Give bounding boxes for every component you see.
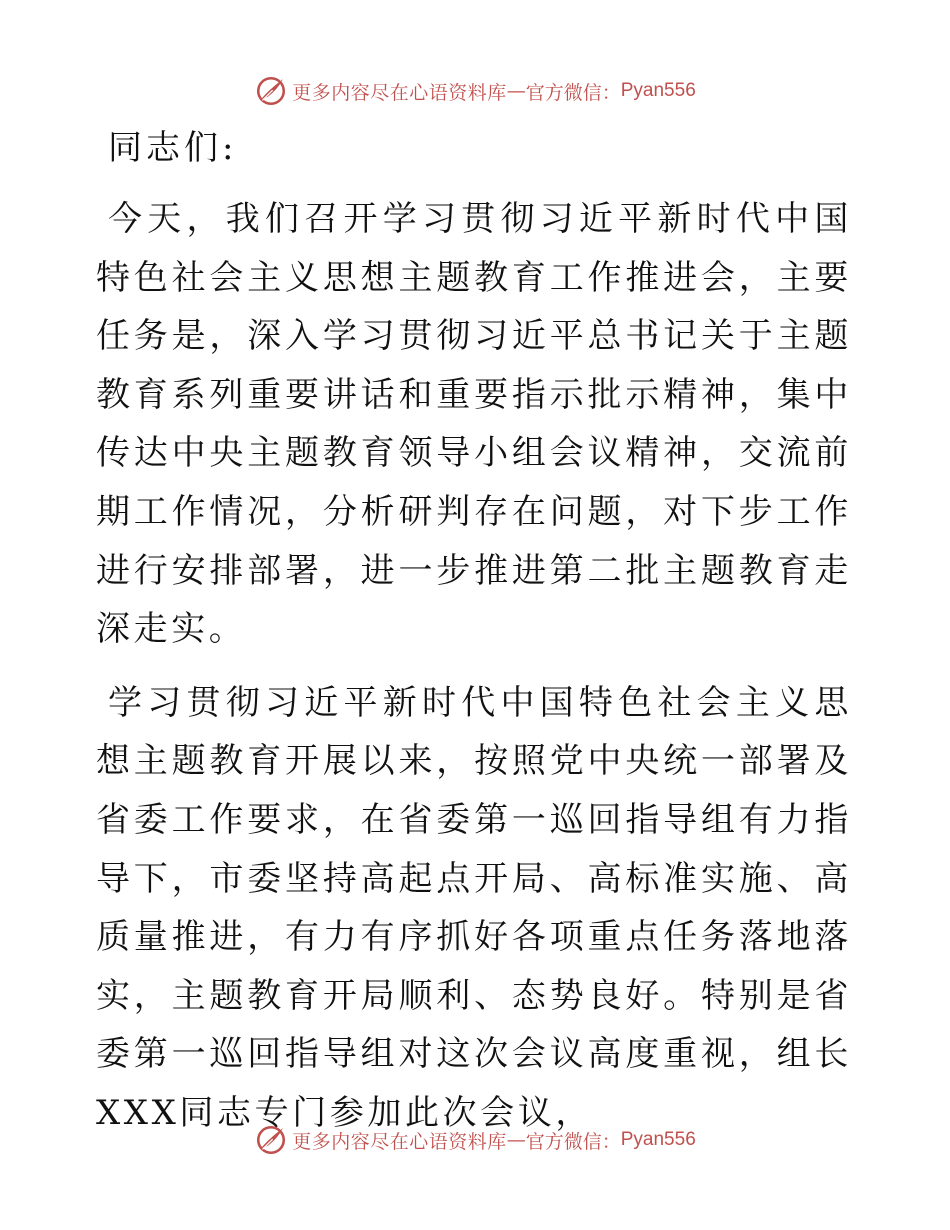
watermark-wechat-id: Pyan556 — [620, 80, 696, 101]
quill-pen-logo-icon — [254, 74, 288, 108]
watermark-separator: — — [506, 1129, 526, 1151]
watermark-wechat-label: 官方微信： — [525, 1130, 621, 1153]
footer-watermark — [0, 1120, 950, 1160]
paragraph-2: 学习贯彻习近平新时代中国特色社会主义思想主题教育开展以来，按照党中央统一部署及省委工作要求，在省委第一巡回指导组有力指导下，市委坚持高起点开局、高标准实施、高质量推进，有力有序抓好各项重点任务落地落实，主题教育开局顺利、态势良好。特别是省委第一巡回指导组对这次会议高度重视，组长XXX同志专门参加此次会议， — [96, 682, 852, 1133]
watermark-wechat-id: Pyan556 — [620, 1129, 696, 1150]
document-body — [96, 122, 852, 1158]
watermark-text: 更多内容尽在心语资料库 — [292, 1130, 507, 1153]
quill-pen-logo-icon — [254, 1123, 288, 1157]
header-watermark — [0, 71, 950, 111]
watermark-separator: — — [506, 80, 526, 102]
paragraph-1: 今天，我们召开学习贯彻习近平新时代中国特色社会主义思想主题教育工作推进会，主要任务是，深入学习贯彻习近平总书记关于主题教育系列重要讲话和重要指示批示精神，集中传达中央主题教育领导小组会议精神，交流前期工作情况，分析研判存在问题，对下步工作进行安排部署，进一步推进第二批主题教育走深走实。 — [96, 199, 852, 650]
watermark-text: 更多内容尽在心语资料库 — [292, 81, 507, 104]
watermark-wechat-label: 官方微信： — [525, 81, 621, 104]
greeting: 同志们: — [108, 128, 238, 168]
